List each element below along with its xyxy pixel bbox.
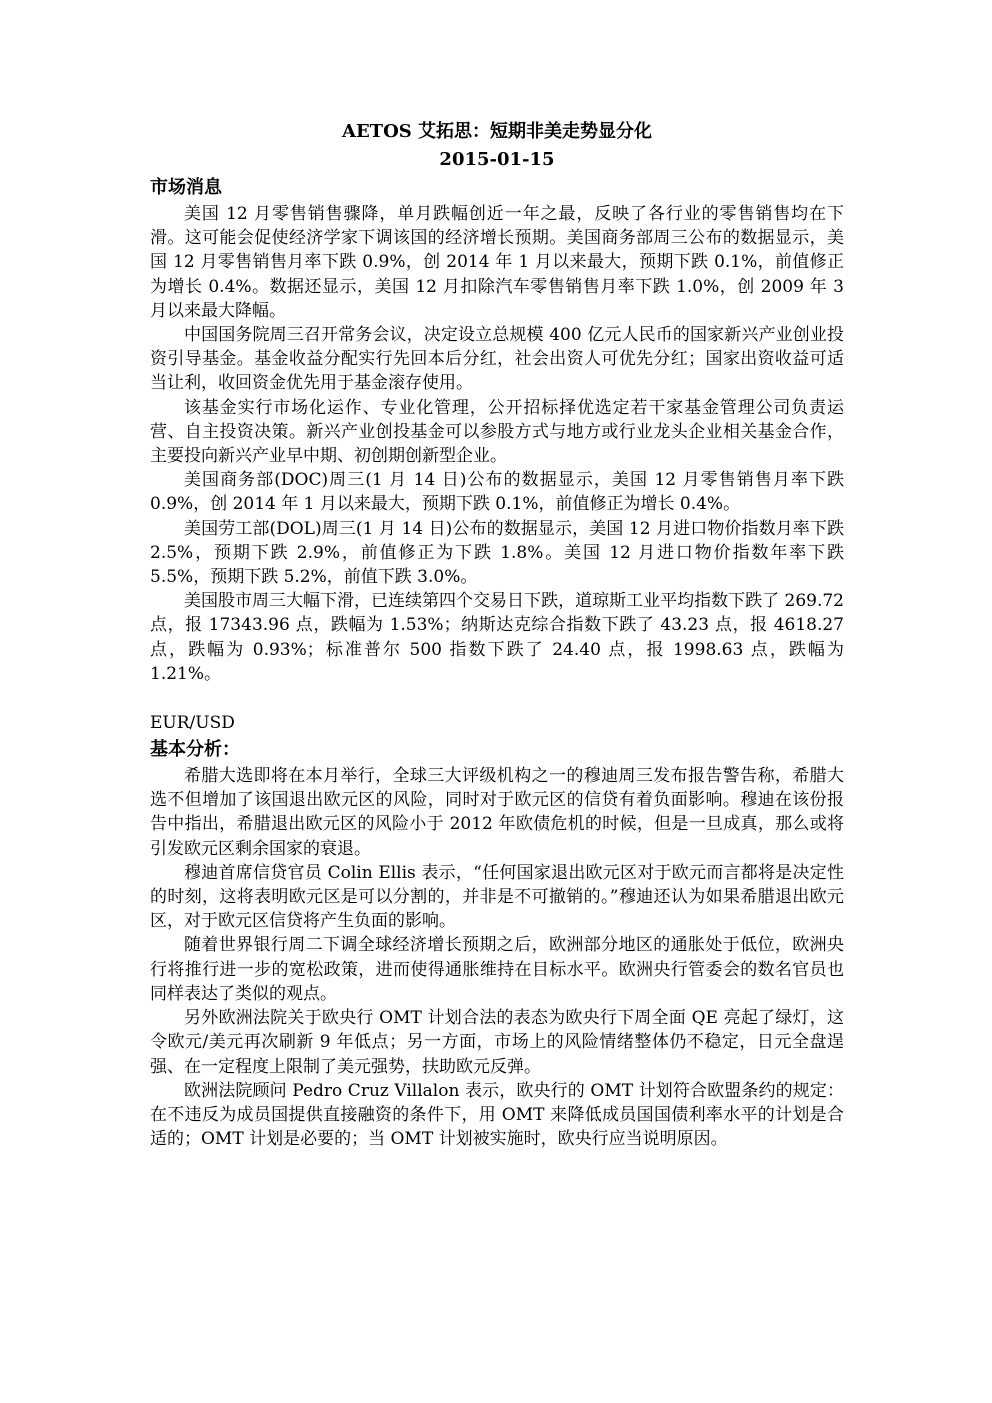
market-news-paragraph: 该基金实行市场化运作、专业化管理，公开招标择优选定若干家基金管理公司负责运营、自主投资决策。新兴产业创投基金可以参股方式与地方或行业龙头企业相关基金合作，主要投向新兴产业早中期、初创期创新型企业。 [150,397,844,467]
market-news-heading: 市场消息 [150,177,222,198]
section-spacer [150,686,844,710]
market-news-paragraph: 中国国务院周三召开常务会议，决定设立总规模 400 亿元人民币的国家新兴产业创业投资引导基金。基金收益分配实行先回本后分红，社会出资人可优先分红；国家出资收益可适当让利，收回资金优先用于基金滚存使用。 [150,325,844,394]
market-news-paragraph: 美国股市周三大幅下滑，已连续第四个交易日下跌，道琼斯工业平均指数下跌了 269.72 点，报 17343.96 点，跌幅为 1.53%；纳斯达克综合指数下跌了 43.23 点，报 4618.27 点，跌幅为 0.93%；标准普尔 500 指数下跌了 24.40 点，报 1998.63 点，跌幅为 1.21%。 [150,591,844,684]
analysis-paragraph: 欧洲法院顾问 Pedro Cruz Villalon 表示，欧央行的 OMT 计划符合欧盟条约的规定：在不违反为成员国提供直接融资的条件下，用 OMT 来降低成员国国债利率水平的计划是合适的；OMT 计划是必要的；当 OMT 计划被实施时，欧央行应当说明原因。 [150,1080,844,1150]
document-date: 2015-01-15 [439,149,555,170]
document-title: AETOS 艾拓思：短期非美走势显分化 [341,121,653,142]
analysis-paragraph: 穆迪首席信贷官员 Colin Ellis 表示，“任何国家退出欧元区对于欧元而言都将是决定性的时刻，这将表明欧元区是可以分割的，并非是不可撤销的。”穆迪还认为如果希腊退出欧元区，对于欧元区信贷将产生负面的影响。 [150,862,844,932]
fundamental-analysis-heading: 基本分析： [150,739,240,761]
document-page [150,118,844,1151]
currency-pair-label: EUR/USD [150,713,235,734]
analysis-paragraph: 另外欧洲法院关于欧央行 OMT 计划合法的表态为欧央行下周全面 QE 亮起了绿灯，这令欧元/美元再次刷新 9 年低点；另一方面，市场上的风险情绪整体仍不稳定，日元全盘逞强、在一定程度上限制了美元强势，扶助欧元反弹。 [150,1008,844,1077]
analysis-paragraph: 随着世界银行周二下调全球经济增长预期之后，欧洲部分地区的通胀处于低位，欧洲央行将推行进一步的宽松政策，进而使得通胀维持在目标水平。欧洲央行管委会的数名官员也同样表达了类似的观点。 [150,935,844,1004]
market-news-paragraph: 美国 12 月零售销售骤降，单月跌幅创近一年之最，反映了各行业的零售销售均在下滑。这可能会促使经济学家下调该国的经济增长预期。美国商务部周三公布的数据显示，美国 12 月零售销售月率下跌 0.9%，创 2014 年 1 月以来最大，预期下跌 0.1%，前值修正为增长 0.4%。数据还显示，美国 12 月扣除汽车零售销售月率下跌 1.0%，创 2009 年 3 月以来最大降幅。 [150,204,844,321]
analysis-paragraph: 希腊大选即将在本月举行，全球三大评级机构之一的穆迪周三发布报告警告称，希腊大选不但增加了该国退出欧元区的风险，同时对于欧元区的信贷有着负面影响。穆迪在该份报告中指出，希腊退出欧元区的风险小于 2012 年欧债危机的时候，但是一旦成真，那么或将引发欧元区剩余国家的衰退。 [150,766,844,859]
market-news-paragraph: 美国商务部(DOC)周三(1 月 14 日)公布的数据显示，美国 12 月零售销售月率下跌 0.9%，创 2014 年 1 月以来最大，预期下跌 0.1%，前值修正为增长 0.4%。 [150,470,844,515]
market-news-paragraph: 美国劳工部(DOL)周三(1 月 14 日)公布的数据显示，美国 12 月进口物价指数月率下跌 2.5%，预期下跌 2.9%，前值修正为下跌 1.8%。美国 12 月进口物价指数年率下跌 5.5%，预期下跌 5.2%，前值下跌 3.0%。 [150,518,844,588]
